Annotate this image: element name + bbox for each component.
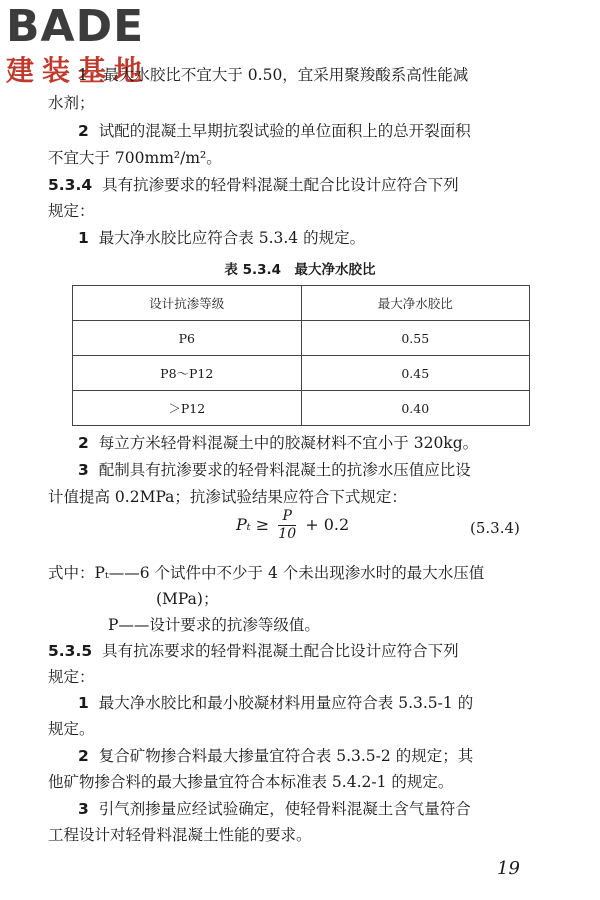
equation-number: (5.3.4)	[470, 519, 520, 537]
list-item	[78, 227, 530, 249]
table-caption: 表 5.3.4 最大净水胶比	[224, 262, 376, 278]
text-line: P——设计要求的抗渗等级值。	[108, 616, 320, 634]
text-line: 计值提高 0.2MPa；抗渗试验结果应符合下式规定：	[48, 488, 407, 506]
item-text: 每立方米轻骨料混凝土中的胶凝材料不宜小于 320kg。	[98, 434, 479, 452]
table-header-row	[73, 286, 530, 321]
table-cell: P6	[73, 321, 302, 356]
text-line: 水剂；	[48, 94, 95, 112]
section-text: 具有抗冻要求的轻骨料混凝土配合比设计应符合下列	[102, 642, 459, 660]
section-number: 5.3.5	[48, 642, 93, 660]
item-text: 配制具有抗渗要求的轻骨料混凝土的抗渗水压值应比设	[98, 461, 471, 479]
section-heading	[48, 174, 530, 196]
list-item	[78, 432, 530, 454]
item-text: 试配的混凝土早期抗裂试验的单位面积上的总开裂面积	[98, 122, 471, 140]
text-line: 不宜大于 700mm²/m²。	[48, 149, 222, 167]
table-cell: 0.40	[301, 391, 530, 426]
logo-brand: BADE	[6, 1, 145, 52]
formula-rhs: + 0.2	[305, 515, 350, 534]
column-header: 最大净水胶比	[301, 286, 530, 321]
item-text: 最大净水胶比应符合表 5.3.4 的规定。	[98, 229, 366, 247]
logo-subtitle: 建装基地	[6, 54, 151, 87]
page-number: 19	[497, 858, 520, 879]
text-line: 工程设计对轻骨料混凝土性能的要求。	[48, 826, 312, 844]
table-cell: 0.45	[301, 356, 530, 391]
fraction-numerator: P	[278, 508, 296, 526]
formula	[236, 508, 349, 543]
item-number: 1	[78, 694, 89, 712]
text-line: 式中：Pₜ——6 个试件中不少于 4 个未出现渗水时的最大水压值	[48, 564, 485, 582]
item-number: 1	[78, 229, 89, 247]
table-cell: 0.55	[301, 321, 530, 356]
text-line: 规定。	[48, 720, 95, 738]
section-heading	[48, 640, 530, 662]
item-text: 引气剂掺量应经试验确定，使轻骨料混凝土含气量符合	[98, 800, 471, 818]
table-row	[73, 391, 530, 426]
item-text: 复合矿物掺合料最大掺量宜符合表 5.3.5-2 的规定；其	[98, 747, 474, 765]
text-line: 他矿物掺合料的最大掺量宜符合本标准表 5.4.2-1 的规定。	[48, 773, 454, 791]
section-number: 5.3.4	[48, 176, 93, 194]
text-line: 规定：	[48, 202, 95, 220]
item-number: 3	[78, 800, 89, 818]
list-item	[78, 745, 530, 767]
item-number: 2	[78, 122, 89, 140]
item-number: 2	[78, 434, 89, 452]
table-row	[73, 356, 530, 391]
text-line: 1 最大水胶比不宜大于 0.50，宜采用聚羧酸系高性能减	[78, 66, 469, 84]
list-item	[78, 459, 530, 481]
list-item	[78, 120, 530, 142]
column-header: 设计抗渗等级	[73, 286, 302, 321]
list-item	[78, 692, 530, 714]
section-text: 具有抗渗要求的轻骨料混凝土配合比设计应符合下列	[102, 176, 459, 194]
table-row	[73, 321, 530, 356]
formula-lhs: Pₜ ≥	[236, 515, 270, 534]
fraction-denominator: 10	[278, 526, 297, 542]
text-line: 规定：	[48, 668, 95, 686]
water-binder-table	[72, 285, 530, 426]
item-number: 3	[78, 461, 89, 479]
item-text: 最大净水胶比和最小胶凝材料用量应符合表 5.3.5-1 的	[98, 694, 474, 712]
table-cell: ＞P12	[73, 391, 302, 426]
item-number: 2	[78, 747, 89, 765]
text-line: (MPa)；	[156, 590, 219, 608]
formula-fraction	[278, 508, 296, 543]
table-cell: P8～P12	[73, 356, 302, 391]
list-item	[78, 798, 530, 820]
